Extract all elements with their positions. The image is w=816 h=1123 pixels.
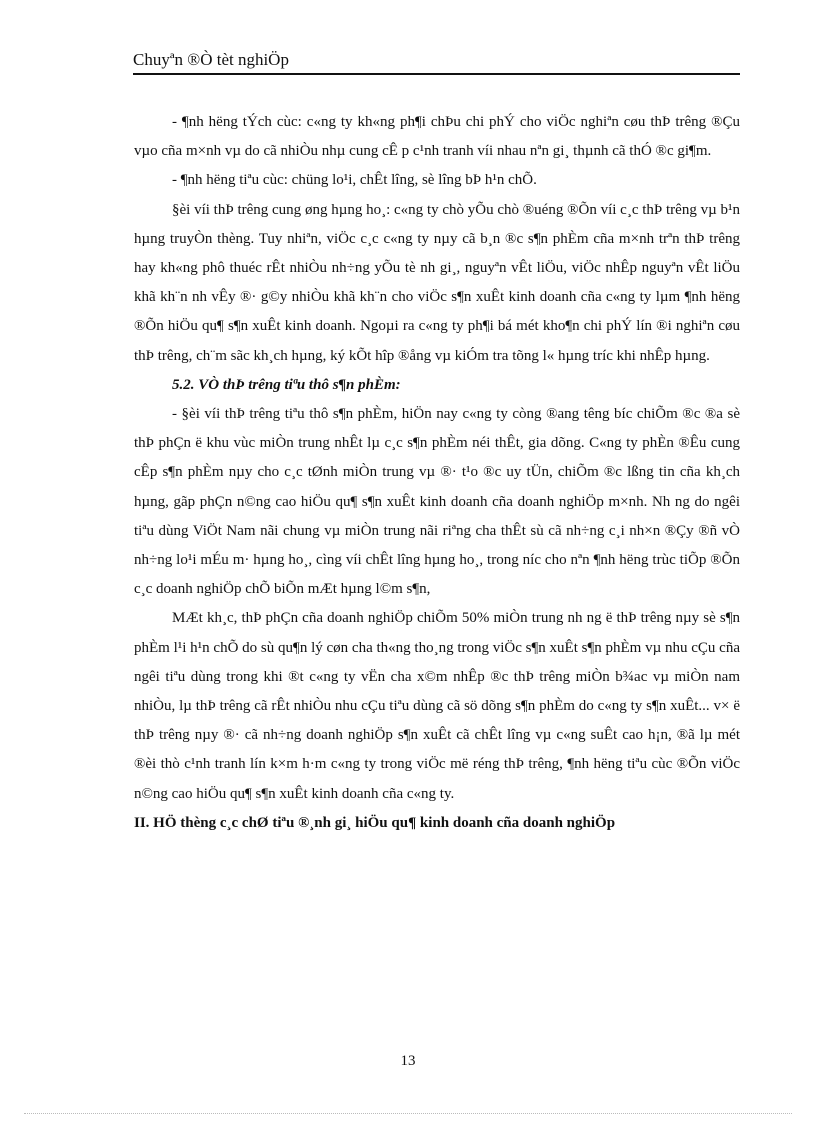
paragraph-market-share: MÆt kh¸c, thÞ phÇn cña doanh nghiÖp chiÕm 50% miÒn trung nh ng ë thÞ trêng nµy sè s¶n phÈm l¹i h¹n chÕ do sù qu¶n lý cøn cha th«ng tho¸ng trong viÖc s¶n xuÊt s¶n phÈm vµ nhu cÇu cña ngêi tiªu dùng trong khi ®t c«ng ty vËn cha x©m nhÊp ®c thÞ trêng miÒn b¾ac vµ miÒn nam nhiÒu, lµ thÞ trêng cã rÊt nhiÒu nhu cÇu tiªu dùng cã sö dõng s¶n phÈm do c«ng ty s¶n xuÊt... v× ë thÞ trêng nµy ®· cã nh÷ng doanh nghiÖp s¶n xuÊt cã chÊt lîng vµ c«ng suÊt cao h¡n, ®ã lµ mét ®èi thò c¹nh tranh lín k×m h·m c«ng ty trong viÖc më réng thÞ trêng, ¶nh hëng tiªu cùc ®Õn viÖc n©ng cao hiÖu qu¶ s¶n xuÊt kinh doanh cña c«ng ty. xyxy=(134,610,740,802)
page-number: 13 xyxy=(400,1053,416,1069)
paragraph-consumption-market: - §èi víi thÞ trêng tiªu thô s¶n phÈm, hiÖn nay c«ng ty còng ®ang têng bíc chiÕm ®c ®a sè thÞ phÇn ë khu vùc miÒn trung nhÊt lµ c¸c s¶n phÈm néi thÊt, gia dõng. C«ng ty phÈn ®Êu cung cÊp s¶n phÈm nµy cho c¸c tØnh miÒn trung vµ ®· t¹o ®c uy tÜn, chiÕm ®c lßng tin cña kh¸ch hµng, gãp phÇn n©ng cao hiÖu qu¶ s¶n xuÊt kinh doanh cña doanh nghiÖp m×nh. Nh ng do ngêi tiªu dùng ViÖt Nam nãi chung vµ miÒn trung nãi riªng cha thÊt sù cã nh÷ng c¸i nh×n ®Çy ®ñ vÒ nh÷ng lo¹i mÉu m· hµng ho¸, cìng víi chÊt lîng hµng ho¸, trong níc cho nªn ¶nh hëng trùc tiÕp ®Õn c¸c doanh nghiÖp chÕ biÕn mÆt hµng l©m s¶n, xyxy=(134,406,740,598)
document-body xyxy=(134,108,740,838)
header-title: Chuyªn ®Ò tèt nghiÖp xyxy=(133,50,289,69)
section-heading-ii: II. HÖ thèng c¸c chØ tiªu ®¸nh gi¸ hiÖu qu¶ kinh doanh cña doanh nghiÖp xyxy=(134,814,616,831)
paragraph-supply-market: §èi víi thÞ trêng cung øng hµng ho¸: c«ng ty chò yÕu chò ®uéng ®Õn víi c¸c thÞ trêng vµ b¹n hµng truyÒn thèng. Tuy nhiªn, viÖc c¸c c«ng ty nµy cã b¸n ®c s¶n phÈm cña m×nh trªn thÞ trêng hay kh«ng phô thuéc rÊt nhiÒu nh÷ng yÕu tè nh gi¸, nguyªn vÊt liÖu, viÖc nhÊp nguyªn vÊt liÖu khã kh¨n nh vÊy ®· g©y nhiÒu khã kh¨n cho viÖc s¶n xuÊt kinh doanh cña c«ng ty lµm ¶nh hëng ®Õn hiÖu qu¶ s¶n xuÊt kinh doanh. Ngoµi ra c«ng ty ph¶i bá mét kho¶n chi phÝ lín ®i nghiªn cøu thÞ trêng, ch¨m sãc kh¸ch hµng, ký kÕt hîp ®ång vµ kiÓm tra tõng l« hµng tríc khi nhÊp hµng. xyxy=(134,201,740,364)
page-edge-divider xyxy=(24,1113,792,1114)
paragraph-negative-impact: - ¶nh hëng tiªu cùc: chüng lo¹i, chÊt lîng, sè lîng bÞ h¹n chÕ. xyxy=(172,172,537,189)
section-heading-5-2: 5.2. VÒ thÞ trêng tiªu thô s¶n phÈm: xyxy=(172,376,401,393)
paragraph-positive-impact: - ¶nh hëng tÝch cùc: c«ng ty kh«ng ph¶i chÞu chi phÝ cho viÖc nghiªn cøu thÞ trêng ®Çu vµo cña m×nh vµ do cã nhiÒu nhµ cung cÊ p c¹nh tranh víi nhau nªn gi¸ thµnh cã thÓ ®c gi¶m. xyxy=(134,114,740,160)
header-rule xyxy=(133,73,740,75)
page-header xyxy=(133,50,740,75)
